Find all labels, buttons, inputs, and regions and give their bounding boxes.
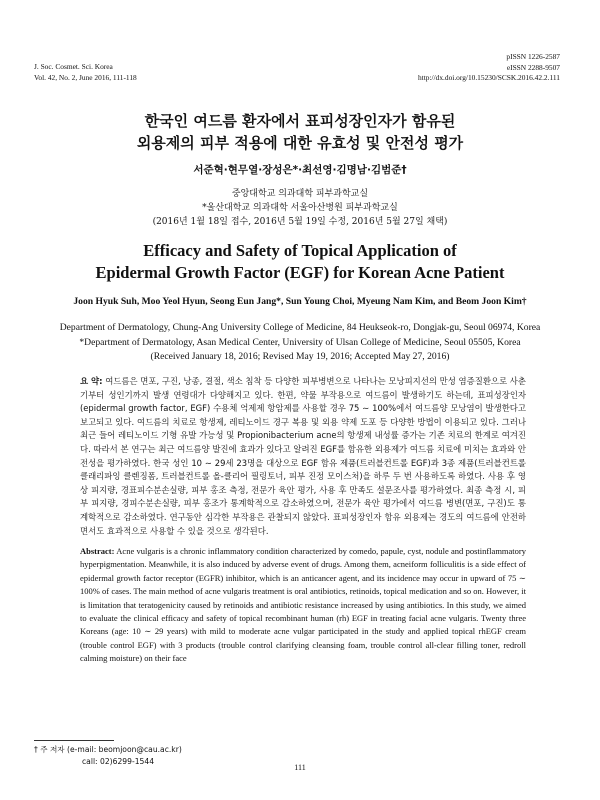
korean-affiliation-2: *울산대학교 의과대학 서울아산병원 피부과학교실 [202, 203, 398, 213]
journal-volume: Vol. 42, No. 2, June 2016, 111-118 [34, 72, 137, 82]
corresponding-author-phone: call: 02)6299-1544 [82, 756, 155, 766]
korean-title [0, 110, 600, 154]
english-abstract-label: Abstract: [80, 546, 115, 556]
english-title-line2: Epidermal Growth Factor (EGF) for Korean Acne Patient [95, 263, 505, 282]
journal-header-left [34, 62, 137, 83]
journal-header-right [418, 52, 560, 84]
korean-dates: (2016년 1월 18일 접수, 2016년 5월 19일 수정, 2016년 5월 27일 채택) [152, 217, 448, 227]
korean-title-line2: 외용제의 피부 적용에 대한 유효성 및 안전성 평가 [136, 134, 464, 152]
korean-title-line1: 한국인 여드름 환자에서 표피성장인자가 함유된 [144, 112, 456, 130]
korean-affiliations [0, 187, 600, 229]
english-affiliation-1: Department of Dermatology, Chung-Ang University College of Medicine, 84 Heukseok-ro, Dongjak-gu, Seoul 06974, Korea [59, 322, 541, 333]
english-dates: (Received January 18, 2016; Revised May 19, 2016; Accepted May 27, 2016) [150, 351, 450, 362]
korean-affiliation-1: 중앙대학교 의과대학 피부과학교실 [231, 189, 369, 199]
page-number: 111 [294, 763, 306, 772]
english-authors: Joon Hyuk Suh, Moo Yeol Hyun, Seong Eun Jang*, Sun Young Choi, Myeung Nam Kim, and Beom Joon Kim† [73, 296, 527, 307]
corresponding-author-email: † 주 저자 (e-mail: beomjoon@cau.ac.kr) [34, 745, 182, 754]
english-abstract [80, 545, 526, 666]
eissn: eISSN 2288-9507 [506, 62, 560, 72]
korean-abstract-label: 요 약: [80, 376, 103, 386]
footnote-divider [34, 740, 114, 741]
korean-abstract-text: 여드름은 면포, 구진, 낭종, 결절, 색소 침착 등 다양한 피부병변으로 나타나는 모낭피지선의 만성 염증질환으로 사춘기부터 성인기까지 발생 연령대가 다양해지고 있다. 한편, 약물 부작용으로 여드름이 발생하기도 하는데, 표피성장인자(epidermal growth factor, EGF) 수용체 억제제 항암제를 사용할 경우 75 ∼ 100%에서 여드름양 모낭염이 발생한다고 보고되고 있다. 여드름의 치료로 항생제, 레티노이드 경구 복용 및 외용 약제 도포 등 다양한 방법이 이용되고 있다. 그러나 최근 들어 레티노이드 기형 유발 가능성 및 Propionibacterium acne의 항생제 내성률 증가는 기존 치료의 한계로 여겨진다. 따라서 본 연구는 최근 여드름양 발진에 효과가 있다고 알려진 EGF를 함유한 외용제가 여드름 치료에 미치는 효과와 안전성을 평가하였다. 한국 성인 10 ∼ 29세 23명을 대상으로 EGF 함유 제품(트러블컨트롤 EGF)과 3종 제품(트러블컨트롤 클래리파잉 클렌징폼, 트러블컨트롤 올-클리어 필링토너, 피부 진정 모이스처)을 하루 두 번 사용하도록 하였다. 사용 후 영상 피지량, 경표피수분손실량, 피부 홍조 측정, 전문가 육안 평가, 사용 후 만족도 설문조사를 평가하였다. 최종 측정 시, 피부 피지량, 경피수분손실량, 피부 홍조가 통계학적으로 감소하였으며, 전문가 육안 평가에서 여드름 병변(면포, 구진)도 통계학적으로 감소하였다. 연구동안 심각한 부작용은 관찰되지 않았다. 표피성장인자 함유 외용제는 경도의 여드름에 안전하면서도 효과적으로 사용할 수 있을 것으로 생각된다. [80, 376, 526, 536]
english-affiliations [0, 321, 600, 365]
english-title-line1: Efficacy and Safety of Topical Application of [143, 241, 457, 260]
korean-authors: 서준혁·현무열·장성은*·최선영·김명남·김범준† [193, 164, 407, 176]
english-abstract-text: Acne vulgaris is a chronic inflammatory condition characterized by comedo, papule, cyst, nodule and postinflammatory hyperpigmentation. Meanwhile, it is also induced by adverse event of drugs. Among them, acneiform folliculitis is a side effect of epidermal growth factor receptor (EGFR) inhibitor, which is an anticancer agent, and its incidence may occur in upward of 75 ∼ 100% of cases. The main method of acne vulgaris treatment is oral antibiotics, retinoids, topical medication and so on. However, it is limitation that teratogenicity caused by retinoids and antibiotic resistance increased by using antibiotics. In this study, we aimed to evaluate the clinical efficacy and safety of topical recombinant human (rh) EGF in treating facial acne vulgaris. Twenty three Koreans (age: 10 ∼ 29 years) with mild to moderate acne vulgar participated in the study and applied topical rhEGF cream (trouble control EGF) with 3 products (trouble control clarifying cleansing foam, trouble control all-clear filling toner, redroll calming moisture) on their face [80, 546, 527, 664]
journal-name: J. Soc. Cosmet. Sci. Korea [34, 62, 113, 71]
pissn: pISSN 1226-2587 [506, 52, 560, 61]
korean-abstract [80, 375, 526, 538]
doi-link[interactable]: http://dx.doi.org/10.15230/SCSK.2016.42.2.111 [417, 73, 560, 82]
english-affiliation-2: *Department of Dermatology, Asan Medical Center, University of Ulsan College of Medicine, Seoul 05505, Korea [79, 336, 521, 348]
english-title [0, 240, 600, 284]
